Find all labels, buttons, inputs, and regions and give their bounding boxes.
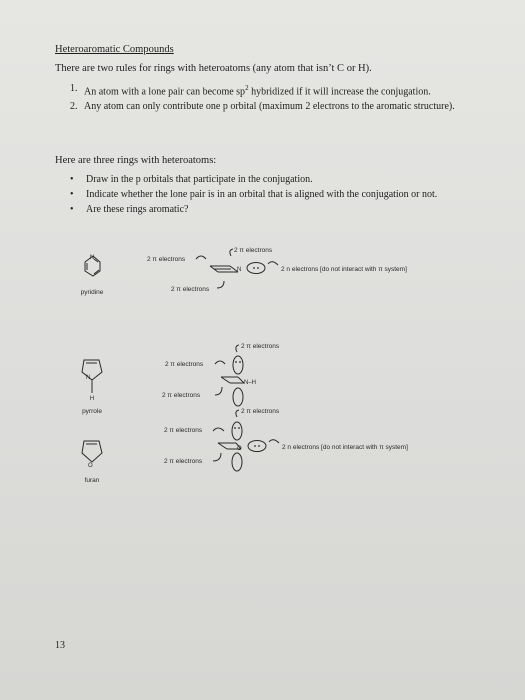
electron-dot <box>258 445 260 447</box>
bullet-icon: • <box>70 174 74 185</box>
furan-pi-label-3: 2 π electrons <box>164 458 203 465</box>
lone-pair-orbital <box>247 263 265 274</box>
curved-arrow <box>230 249 233 256</box>
pyrrole-pi-label-3: 2 π electrons <box>162 392 201 399</box>
curved-arrow <box>268 262 278 265</box>
curved-arrow <box>215 361 225 364</box>
curved-arrow <box>196 256 206 259</box>
furan-ring-atom: O <box>237 446 242 452</box>
pyrrole-pi-label-1: 2 π electrons <box>241 343 280 350</box>
pyridine-lp-label: 2 n electrons [do not interact with π system] <box>281 266 407 273</box>
here-text: Here are three rings with heteroatoms: <box>55 155 217 166</box>
electron-dot <box>253 267 255 269</box>
curved-arrow <box>213 453 221 461</box>
furan-structure <box>82 441 102 462</box>
pyridine-pi-label-2: 2 π electrons <box>234 247 273 254</box>
p-orbital-lower <box>233 388 243 406</box>
electron-dot <box>234 427 236 429</box>
pyridine-atom-label: N <box>89 255 95 261</box>
page-number: 13 <box>55 640 65 651</box>
pyridine-name: pyridine <box>80 289 104 296</box>
bullet-icon: • <box>70 204 74 215</box>
curved-arrow <box>215 387 222 395</box>
bullet-text: Are these rings aromatic? <box>86 204 189 215</box>
furan-pi-label-1: 2 π electrons <box>241 408 280 415</box>
curved-arrow <box>213 428 224 431</box>
pyrrole-h-label: H <box>89 396 95 402</box>
bullet-icon: • <box>70 189 74 200</box>
pyridine-ring-side-view <box>210 266 238 272</box>
pyrrole-ring-side-view <box>221 377 244 383</box>
pyrrole-nh-label: N–H <box>244 380 257 386</box>
pyrrole-atom-label: N <box>86 375 91 381</box>
bullet-text: Indicate whether the lone pair is in an orbital that is aligned with the conjugation or not. <box>86 189 438 200</box>
pyridine-pi-label-1: 2 π electrons <box>147 256 186 263</box>
electron-dot <box>235 361 237 363</box>
rule-text: Any atom can only contribute one p orbital (maximum 2 electrons to the aromatic structure). <box>84 101 455 113</box>
curved-arrow <box>236 345 239 352</box>
rule-text-post: hybridized if it will increase the conjugation. <box>248 86 431 98</box>
p-orbital-upper <box>232 422 242 440</box>
furan-atom-label: O <box>88 463 93 469</box>
electron-dot <box>257 267 259 269</box>
pyrrole-name: pyrrole <box>82 408 102 415</box>
curved-arrow <box>217 281 224 288</box>
rule-number: 2. <box>70 101 78 113</box>
intro-text: There are two rules for rings with heteroatoms (any atom that isn’t C or H). <box>55 63 372 74</box>
furan-pi-label-2: 2 π electrons <box>164 427 203 434</box>
electron-dot <box>239 361 241 363</box>
furan-name: furan <box>84 477 100 484</box>
curved-arrow <box>236 410 239 417</box>
electron-dot <box>254 445 256 447</box>
page-title: Heteroaromatic Compounds <box>55 44 174 55</box>
electron-dot <box>238 427 240 429</box>
p-orbital-lower <box>232 453 242 471</box>
rule-superscript: 2 <box>245 84 249 92</box>
rule-text-pre: An atom with a lone pair can become sp <box>84 86 246 98</box>
curved-arrow <box>269 440 279 443</box>
pyrrole-pi-label-2: 2 π electrons <box>165 361 204 368</box>
furan-lp-label: 2 n electrons [do not interact with π system] <box>282 444 408 451</box>
lone-pair-orbital <box>248 441 266 452</box>
p-orbital-upper <box>233 356 243 374</box>
pyridine-pi-label-3: 2 π electrons <box>171 286 210 293</box>
pyrrole-structure <box>82 360 102 393</box>
pyridine-ring-atom: N <box>237 267 242 273</box>
bullet-text: Draw in the p orbitals that participate in the conjugation. <box>86 174 313 185</box>
rule-number: 1. <box>70 83 78 94</box>
